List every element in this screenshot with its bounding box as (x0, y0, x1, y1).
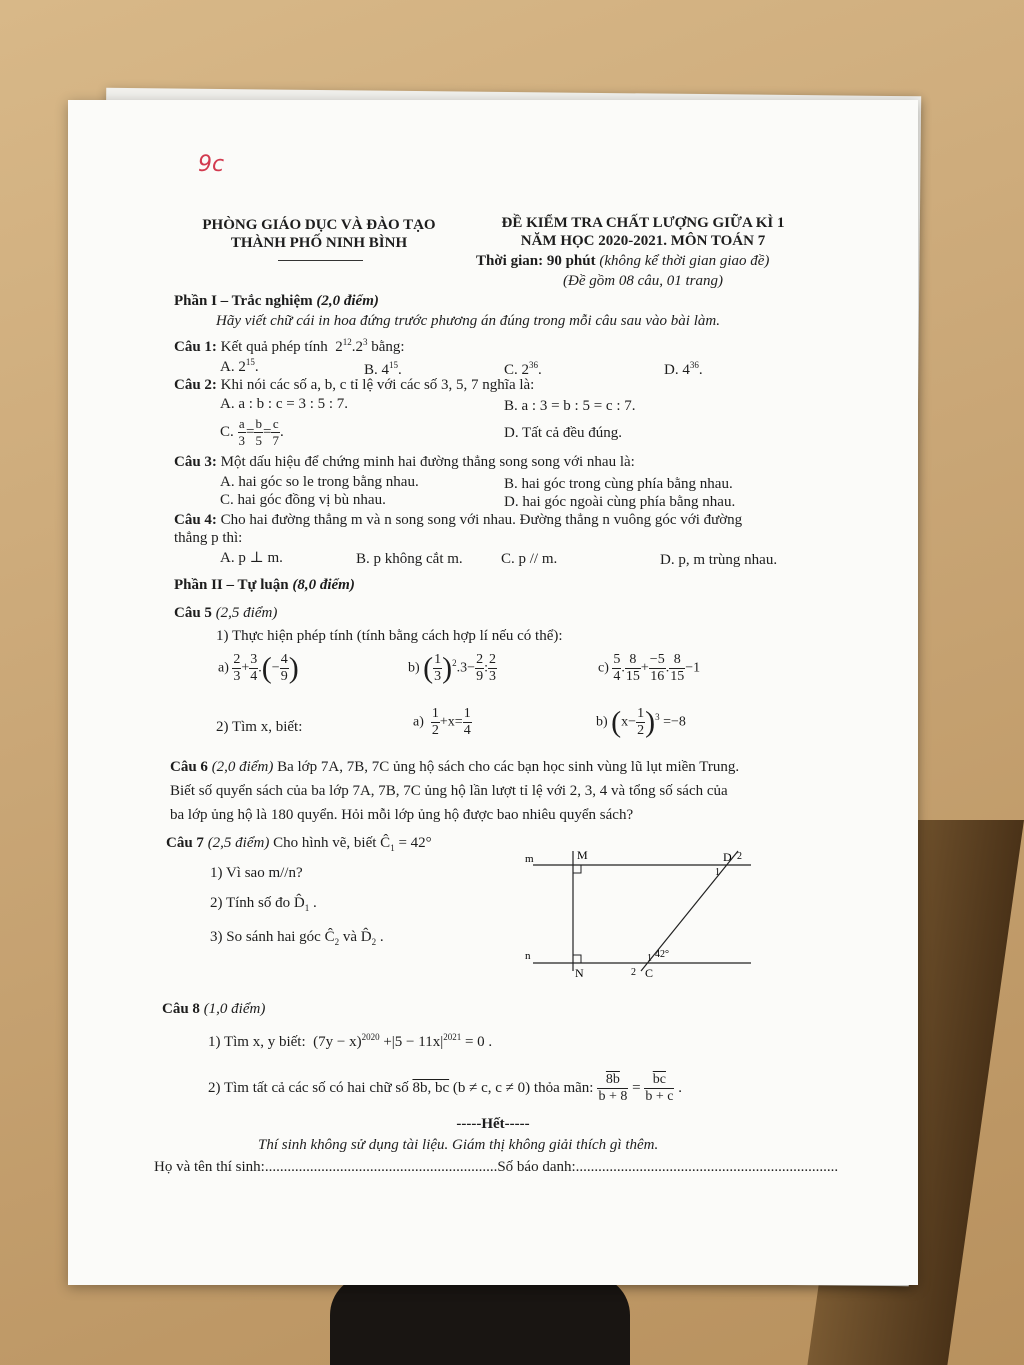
q4-stem-line2: thẳng p thì: (174, 530, 243, 546)
label-c2: 2 (631, 967, 636, 978)
q7-heading: Câu 7 (2,5 điểm) Cho hình vẽ, biết $Ĉ_1 = 42^\circ$ (166, 835, 432, 853)
q1-stem: Câu 1: Kết quả phép tính $2^{12}.2^3$ bằng: (174, 337, 405, 355)
header-divider (278, 260, 363, 261)
exam-sheet (68, 100, 918, 1285)
handwritten-note: 9c (198, 152, 225, 177)
time-line: Thời gian: 90 phút (không kể thời gian giao đề) (476, 253, 770, 269)
q7-s2: 2) Tính số đo $D̂_1$ . (210, 895, 317, 913)
q2-option-b: B. a : 3 = b : 5 = c : 7. (504, 398, 636, 414)
q7-s3: 3) So sánh hai góc $Ĉ_2$ và $D̂_2$ . (210, 929, 384, 947)
q3-option-d: D. hai góc ngoài cùng phía bằng nhau. (504, 494, 736, 510)
q8-s1: 1) Tìm x, y biết: $(7y - x)^{2020} +|5 - 11x|^{2021} = 0$ . (208, 1032, 493, 1050)
footer-note: Thí sinh không sử dụng tài liệu. Giám thị không giải thích gì thêm. (258, 1137, 659, 1153)
q3-option-c: C. hai góc đồng vị bù nhau. (220, 492, 386, 508)
pages-note: (Đề gồm 08 câu, 01 trang) (563, 273, 723, 289)
q1-option-c: C. $2^{36}$. (504, 360, 542, 378)
q1-option-a: A. $2^{15}$. (220, 357, 259, 375)
q4-option-b: B. p không cắt m. (356, 551, 463, 567)
q4-option-c: C. p // m. (501, 551, 558, 567)
geometry-figure (523, 845, 763, 985)
label-D: D (723, 850, 732, 864)
q6-line3: ba lớp ủng hộ là 180 quyển. Hỏi mỗi lớp ủng hộ được bao nhiêu quyển sách? (170, 807, 634, 823)
q5-1c: c) $\frac{5}{4}$ . $\frac{8}{15}$ + $\frac{-5}{16}$ . $\frac{8}{15}$ −1 (598, 652, 701, 684)
label-C: C (645, 966, 654, 980)
q7-s1: 1) Vì sao m//n? (210, 865, 303, 881)
part2-title: Phần II – Tự luận (8,0 điểm) (174, 577, 355, 593)
part1-instruction: Hãy viết chữ cái in hoa đứng trước phương án đúng trong mỗi câu sau vào bài làm. (216, 313, 720, 329)
label-m: m (525, 853, 534, 865)
q1-option-d: D. $4^{36}$. (664, 360, 703, 378)
q6-line2: Biết số quyển sách của ba lớp 7A, 7B, 7C ủng hộ lần lượt tỉ lệ với 2, 3, 4 và tổng số sách của (170, 783, 728, 799)
q2-option-c: C. $\frac{a}{3}$ = $\frac{b}{5}$ = $\frac{c}{7}$ . (220, 416, 284, 448)
label-d2: 2 (737, 851, 742, 862)
q8-s2: 2) Tìm tất cả các số có hai chữ số 8b, bc (b ≠ c, c ≠ 0) thỏa mãn: $\frac{8b}{b + 8}$ = $\frac{\overline{bc}}{b + c}$ . (208, 1072, 682, 1104)
part1-title: Phần I – Trắc nghiệm (2,0 điểm) (174, 293, 379, 309)
q4-option-d: D. p, m trùng nhau. (660, 552, 778, 568)
candidate-name-line: Họ và tên thí sinh:..............................................................Số báo danh:...................................................................... (154, 1159, 839, 1175)
q2-stem: Câu 2: Khi nói các số a, b, c tỉ lệ với các số 3, 5, 7 nghĩa là: (174, 377, 535, 393)
q5-1a: a) $\frac{2}{3}$ + $\frac{3}{4}$ .(− $\frac{4}{9}$ ) (218, 651, 299, 685)
q5-sub2: 2) Tìm x, biết: (216, 719, 303, 735)
q3-option-b: B. hai góc trong cùng phía bằng nhau. (504, 476, 733, 492)
q4-option-a: A. p ⊥ m. (220, 550, 283, 566)
end-marker: -----Hết----- (456, 1116, 530, 1132)
label-n: n (525, 950, 531, 962)
q5-2b: b) (x− $\frac{1}{2}$ )$^3$ =−8 (596, 705, 686, 739)
q8-heading: Câu 8 (1,0 điểm) (162, 1001, 266, 1017)
right-angle-n (573, 955, 581, 963)
q2-option-d: D. Tất cả đều đúng. (504, 425, 623, 441)
exam-line2: NĂM HỌC 2020-2021. MÔN TOÁN 7 (520, 233, 766, 249)
q5-2a: a) $\frac{1}{2}$ +x= $\frac{1}{4}$ (413, 706, 471, 738)
q1-option-b: B. $4^{15}$. (364, 360, 402, 378)
q3-option-a: A. hai góc so le trong bằng nhau. (220, 474, 419, 490)
label-c1: 1 (647, 953, 652, 964)
q5-sub1: 1) Thực hiện phép tính (tính bằng cách hợp lí nếu có thể): (216, 628, 563, 644)
right-angle-m (573, 865, 581, 873)
q5-heading: Câu 5 (2,5 điểm) (174, 605, 278, 621)
q2-option-a: A. a : b : c = 3 : 5 : 7. (220, 396, 349, 412)
label-angle: 42° (655, 949, 669, 960)
dept-line2: THÀNH PHỐ NINH BÌNH (230, 235, 408, 251)
label-N: N (575, 966, 584, 980)
q3-stem: Câu 3: Một dấu hiệu để chứng minh hai đường thẳng song song với nhau là: (174, 454, 635, 470)
q4-stem-line1: Câu 4: Cho hai đường thẳng m và n song song với nhau. Đường thẳng n vuông góc với đường (174, 512, 743, 528)
exam-line1: ĐỀ KIỂM TRA CHẤT LƯỢNG GIỮA KÌ 1 (501, 215, 785, 231)
dark-object (330, 1275, 630, 1365)
dept-line1: PHÒNG GIÁO DỤC VÀ ĐÀO TẠO (202, 217, 436, 233)
label-d1: 1 (715, 867, 720, 878)
q5-1b: b) ( $\frac{1}{3}$ )$^2$.3− $\frac{2}{9}$ : $\frac{2}{3}$ (408, 651, 496, 685)
label-M: M (577, 848, 588, 862)
q6-line1: Câu 6 (2,0 điểm) Ba lớp 7A, 7B, 7C ủng hộ sách cho các bạn học sinh vùng lũ lụt miền Trung. (170, 759, 740, 775)
